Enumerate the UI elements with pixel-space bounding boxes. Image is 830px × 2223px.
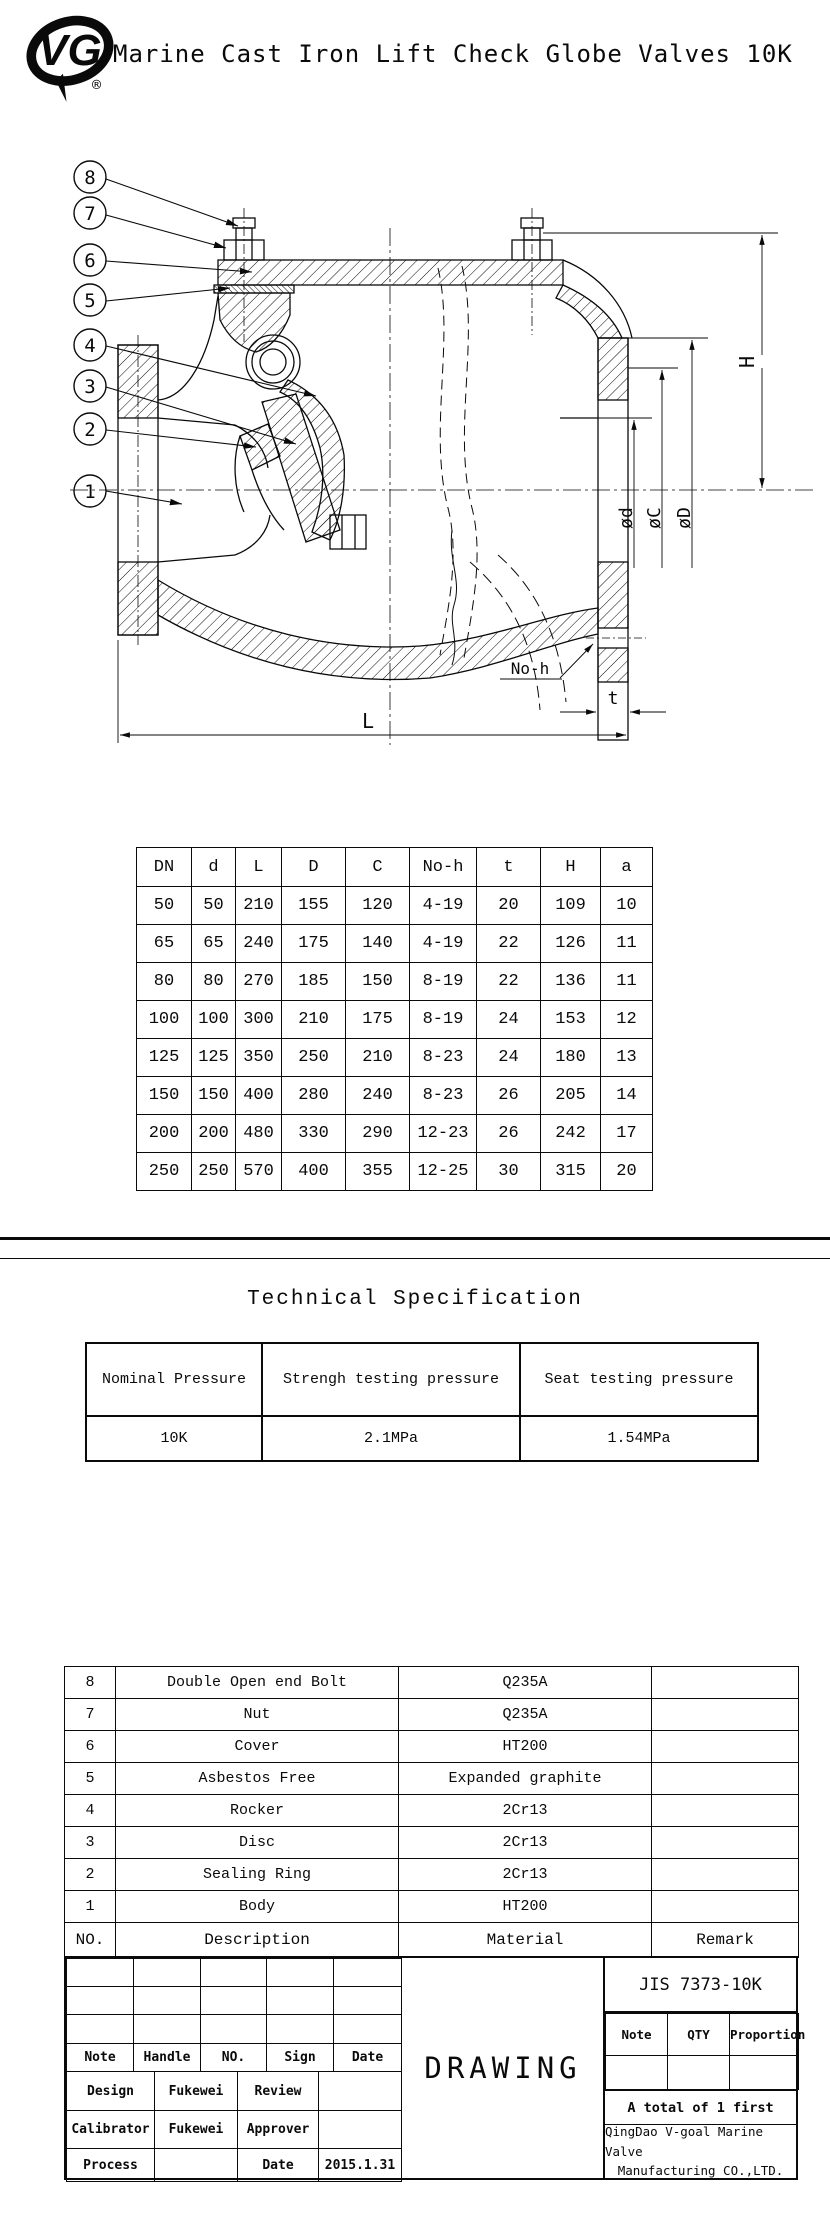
table-cell: 65 xyxy=(192,925,236,963)
valve-body-geometry xyxy=(118,218,632,740)
table-cell: 1 xyxy=(65,1891,116,1923)
registered-trademark: ® xyxy=(92,76,102,94)
table-header-row xyxy=(86,1343,758,1416)
table-cell: 315 xyxy=(541,1153,601,1191)
spec-section-title: Technical Specification xyxy=(247,1288,583,1311)
table-cell: 480 xyxy=(236,1115,282,1153)
table-cell: 210 xyxy=(346,1039,410,1077)
table-cell: 140 xyxy=(346,925,410,963)
table-cell: 14 xyxy=(601,1077,653,1115)
table-cell: 185 xyxy=(282,963,346,1001)
table-cell: 150 xyxy=(192,1077,236,1115)
company-name xyxy=(605,2125,796,2178)
table-cell: 2Cr13 xyxy=(399,1827,652,1859)
table-header-row xyxy=(606,2014,799,2056)
table-cell: 1.54MPa xyxy=(520,1416,758,1461)
table-row xyxy=(67,2015,402,2044)
table-cell: 250 xyxy=(282,1039,346,1077)
table-cell: 180 xyxy=(541,1039,601,1077)
dimensions-table xyxy=(136,847,653,1191)
table-cell: Expanded graphite xyxy=(399,1763,652,1795)
table-cell: 8-19 xyxy=(410,1001,477,1039)
table-cell: 136 xyxy=(541,963,601,1001)
table-cell: 270 xyxy=(236,963,282,1001)
table-cell: 155 xyxy=(282,887,346,925)
table-cell xyxy=(134,1959,201,1987)
table-row xyxy=(137,1039,653,1077)
column-header: C xyxy=(346,848,410,887)
table-cell: Asbestos Free xyxy=(116,1763,399,1795)
title-block xyxy=(64,1956,806,2180)
table-cell xyxy=(334,1987,402,2015)
table-cell: Rocker xyxy=(116,1795,399,1827)
header xyxy=(0,0,830,100)
column-header: L xyxy=(236,848,282,887)
table-cell: 2.1MPa xyxy=(262,1416,520,1461)
table-cell xyxy=(652,1667,799,1699)
table-cell: 150 xyxy=(137,1077,192,1115)
callout-5: 5 xyxy=(84,290,96,312)
table-cell: 20 xyxy=(601,1153,653,1191)
parts-table xyxy=(64,1666,799,1958)
column-header: d xyxy=(192,848,236,887)
table-cell: Nut xyxy=(116,1699,399,1731)
column-header: a xyxy=(601,848,653,887)
table-row xyxy=(65,1827,799,1859)
table-cell: 30 xyxy=(477,1153,541,1191)
table-cell: 175 xyxy=(346,1001,410,1039)
table-cell: Q235A xyxy=(399,1699,652,1731)
table-cell: 300 xyxy=(236,1001,282,1039)
column-header: Sign xyxy=(267,2044,334,2072)
table-cell: Double Open end Bolt xyxy=(116,1667,399,1699)
dim-label-no-h: No-h xyxy=(510,659,550,678)
table-cell: 50 xyxy=(137,887,192,925)
table-header-row xyxy=(67,2044,402,2072)
table-cell xyxy=(334,1959,402,1987)
table-cell: 400 xyxy=(282,1153,346,1191)
table-cell: 12 xyxy=(601,1001,653,1039)
callout-2: 2 xyxy=(84,419,96,441)
title-block-right xyxy=(603,1958,806,2179)
table-cell: Fukewei xyxy=(155,2111,238,2149)
table-cell: HT200 xyxy=(399,1731,652,1763)
table-cell: 210 xyxy=(236,887,282,925)
table-cell: 2Cr13 xyxy=(399,1795,652,1827)
table-cell: 80 xyxy=(137,963,192,1001)
table-cell: Disc xyxy=(116,1827,399,1859)
column-header: Description xyxy=(116,1923,399,1958)
sheet-total-label: A total of 1 first xyxy=(605,2090,796,2125)
table-row xyxy=(65,1667,799,1699)
column-header: No-h xyxy=(410,848,477,887)
table-cell xyxy=(652,1795,799,1827)
column-header: t xyxy=(477,848,541,887)
table-row xyxy=(67,1959,402,1987)
column-header: Date xyxy=(334,2044,402,2072)
table-cell: 4-19 xyxy=(410,887,477,925)
table-cell: 11 xyxy=(601,925,653,963)
column-header: NO. xyxy=(201,2044,267,2072)
table-cell: 120 xyxy=(346,887,410,925)
divider-rule-thick xyxy=(0,1237,830,1240)
table-cell xyxy=(67,2015,134,2044)
callout-1: 1 xyxy=(84,481,96,503)
table-row xyxy=(65,1763,799,1795)
company-name-line2: Manufacturing CO.,LTD. xyxy=(617,2163,784,2179)
standard-number: JIS 7373-10K xyxy=(605,1958,796,2013)
table-cell: 8 xyxy=(65,1667,116,1699)
table-cell xyxy=(730,2056,799,2090)
column-header: D xyxy=(282,848,346,887)
table-cell xyxy=(267,1959,334,1987)
table-cell: 2Cr13 xyxy=(399,1859,652,1891)
qty-proportion-grid xyxy=(605,2013,806,2090)
table-cell: Cover xyxy=(116,1731,399,1763)
dim-label-oc: øC xyxy=(644,507,665,529)
dim-label-l: L xyxy=(361,709,375,733)
table-cell: 13 xyxy=(601,1039,653,1077)
table-cell: 205 xyxy=(541,1077,601,1115)
table-cell: 8-19 xyxy=(410,963,477,1001)
table-row xyxy=(137,1077,653,1115)
divider-rule-thin xyxy=(0,1258,830,1259)
table-cell: 242 xyxy=(541,1115,601,1153)
table-cell: 200 xyxy=(192,1115,236,1153)
dim-label-od-small: ød xyxy=(616,507,637,529)
table-row xyxy=(67,2149,402,2182)
table-cell: Process xyxy=(67,2149,155,2182)
table-cell xyxy=(67,1959,134,1987)
table-cell xyxy=(652,1699,799,1731)
table-cell xyxy=(134,2015,201,2044)
callout-4: 4 xyxy=(84,335,96,357)
drawing-label: DRAWING xyxy=(424,2051,582,2085)
table-cell: 80 xyxy=(192,963,236,1001)
column-header: Seat testing pressure xyxy=(520,1343,758,1416)
table-row xyxy=(137,963,653,1001)
table-cell: Date xyxy=(238,2149,319,2182)
table-header-row xyxy=(137,848,653,887)
table-cell xyxy=(134,1987,201,2015)
table-cell: 355 xyxy=(346,1153,410,1191)
page-title: Marine Cast Iron Lift Check Globe Valves 10K xyxy=(113,40,793,68)
valve-section-drawing xyxy=(0,100,830,780)
table-cell: Sealing Ring xyxy=(116,1859,399,1891)
table-row xyxy=(67,2072,402,2111)
table-cell: 12-23 xyxy=(410,1115,477,1153)
table-cell: 126 xyxy=(541,925,601,963)
column-header: Strengh testing pressure xyxy=(262,1343,520,1416)
table-cell: 10K xyxy=(86,1416,262,1461)
table-cell: 250 xyxy=(192,1153,236,1191)
table-row xyxy=(65,1731,799,1763)
table-row xyxy=(137,1153,653,1191)
table-row xyxy=(137,887,653,925)
table-cell: Review xyxy=(238,2072,319,2111)
table-cell xyxy=(155,2149,238,2182)
callout-6: 6 xyxy=(84,250,96,272)
table-cell xyxy=(334,2015,402,2044)
table-cell: 100 xyxy=(192,1001,236,1039)
table-cell xyxy=(606,2056,668,2090)
column-header: NO. xyxy=(65,1923,116,1958)
table-header-row xyxy=(65,1923,799,1958)
dim-label-h: H xyxy=(735,355,759,369)
table-cell: 153 xyxy=(541,1001,601,1039)
svg-text:VG: VG xyxy=(38,25,102,75)
table-cell: 5 xyxy=(65,1763,116,1795)
table-cell: 22 xyxy=(477,925,541,963)
table-cell xyxy=(652,1859,799,1891)
callout-8: 8 xyxy=(84,167,96,189)
table-cell: 24 xyxy=(477,1001,541,1039)
table-cell xyxy=(201,2015,267,2044)
table-cell: 3 xyxy=(65,1827,116,1859)
column-header: Remark xyxy=(652,1923,799,1958)
table-cell: Q235A xyxy=(399,1667,652,1699)
table-cell xyxy=(668,2056,730,2090)
table-cell: 50 xyxy=(192,887,236,925)
drawing-label-area xyxy=(403,1958,603,2178)
table-cell: 11 xyxy=(601,963,653,1001)
table-row xyxy=(65,1859,799,1891)
column-header: QTY xyxy=(668,2014,730,2056)
column-header: Nominal Pressure xyxy=(86,1343,262,1416)
table-row xyxy=(67,2111,402,2149)
table-cell: 20 xyxy=(477,887,541,925)
table-cell xyxy=(67,1987,134,2015)
table-cell: Approver xyxy=(238,2111,319,2149)
table-cell: 26 xyxy=(477,1077,541,1115)
table-row xyxy=(86,1416,758,1461)
table-cell xyxy=(652,1763,799,1795)
table-cell: 2015.1.31 xyxy=(319,2149,402,2182)
table-cell: 175 xyxy=(282,925,346,963)
table-cell: 8-23 xyxy=(410,1039,477,1077)
table-cell: 350 xyxy=(236,1039,282,1077)
column-header: Handle xyxy=(134,2044,201,2072)
table-cell xyxy=(652,1731,799,1763)
table-cell: 26 xyxy=(477,1115,541,1153)
table-cell: 12-25 xyxy=(410,1153,477,1191)
table-cell: 400 xyxy=(236,1077,282,1115)
table-cell: 8-23 xyxy=(410,1077,477,1115)
table-cell: 290 xyxy=(346,1115,410,1153)
table-cell xyxy=(652,1827,799,1859)
table-cell: 24 xyxy=(477,1039,541,1077)
column-header: Note xyxy=(606,2014,668,2056)
spec-table xyxy=(85,1342,759,1462)
dim-label-t: t xyxy=(607,688,619,709)
table-cell: 7 xyxy=(65,1699,116,1731)
table-cell: 240 xyxy=(346,1077,410,1115)
callout-7: 7 xyxy=(84,203,96,225)
table-cell: HT200 xyxy=(399,1891,652,1923)
column-header: DN xyxy=(137,848,192,887)
table-cell: 100 xyxy=(137,1001,192,1039)
table-row xyxy=(137,1001,653,1039)
table-cell: 109 xyxy=(541,887,601,925)
table-cell: Body xyxy=(116,1891,399,1923)
table-cell: 210 xyxy=(282,1001,346,1039)
column-header: H xyxy=(541,848,601,887)
table-cell: 200 xyxy=(137,1115,192,1153)
table-row xyxy=(137,925,653,963)
table-cell: 17 xyxy=(601,1115,653,1153)
table-cell xyxy=(201,1987,267,2015)
title-block-signoff-grid xyxy=(66,2071,402,2182)
table-cell xyxy=(319,2072,402,2111)
table-cell: 22 xyxy=(477,963,541,1001)
table-cell xyxy=(652,1891,799,1923)
table-cell: 570 xyxy=(236,1153,282,1191)
table-cell: 10 xyxy=(601,887,653,925)
table-row xyxy=(67,1987,402,2015)
callout-3: 3 xyxy=(84,376,96,398)
table-row xyxy=(606,2056,799,2090)
table-cell: Calibrator xyxy=(67,2111,155,2149)
table-cell: 4-19 xyxy=(410,925,477,963)
table-cell xyxy=(267,1987,334,2015)
table-row xyxy=(65,1891,799,1923)
column-header: Note xyxy=(67,2044,134,2072)
table-cell: 250 xyxy=(137,1153,192,1191)
table-row xyxy=(65,1699,799,1731)
column-header: Material xyxy=(399,1923,652,1958)
table-cell: 280 xyxy=(282,1077,346,1115)
column-header: Proportion xyxy=(730,2014,799,2056)
table-cell xyxy=(319,2111,402,2149)
title-block-left-grid xyxy=(66,1958,402,2072)
table-row xyxy=(137,1115,653,1153)
table-cell: Fukewei xyxy=(155,2072,238,2111)
table-cell: 330 xyxy=(282,1115,346,1153)
table-cell: 65 xyxy=(137,925,192,963)
table-cell xyxy=(267,2015,334,2044)
company-name-line1: QingDao V-goal Marine Valve xyxy=(605,2124,764,2159)
table-cell: Design xyxy=(67,2072,155,2111)
table-cell: 2 xyxy=(65,1859,116,1891)
dim-label-od-big: øD xyxy=(674,507,695,529)
table-cell: 6 xyxy=(65,1731,116,1763)
table-cell: 125 xyxy=(192,1039,236,1077)
table-row xyxy=(65,1795,799,1827)
table-cell: 240 xyxy=(236,925,282,963)
table-cell: 125 xyxy=(137,1039,192,1077)
table-cell: 150 xyxy=(346,963,410,1001)
table-cell xyxy=(201,1959,267,1987)
table-cell: 4 xyxy=(65,1795,116,1827)
